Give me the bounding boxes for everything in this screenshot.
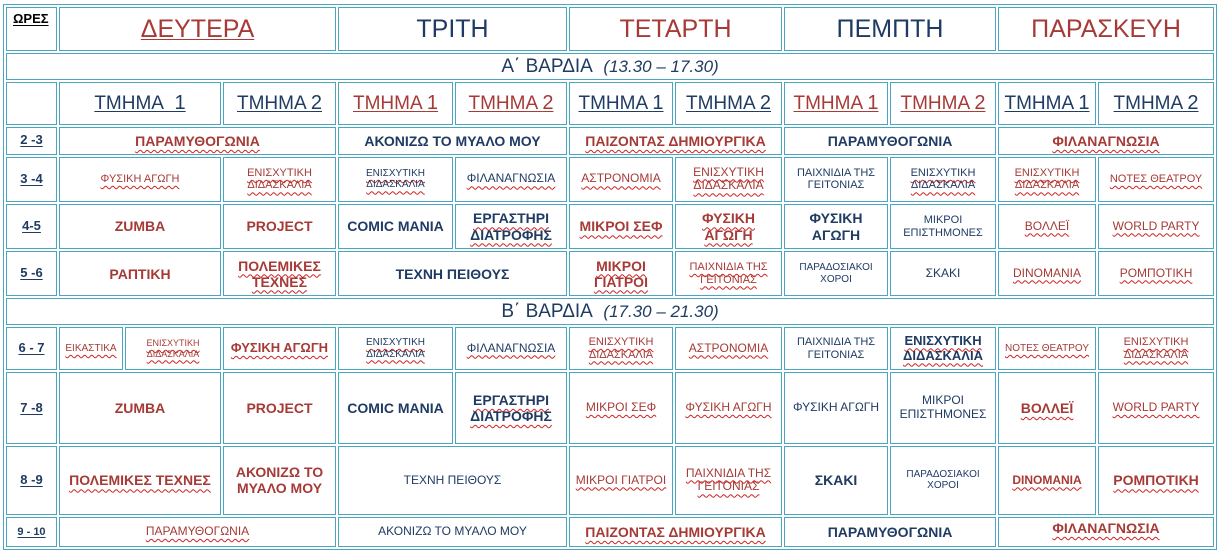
activity-cell (59, 372, 221, 444)
row-5-6 (6, 251, 1214, 296)
activity-label: ΕΝΙΣΧΥΤΙΚΗ ΔΙΔΑΣΚΑΛΙΑ (588, 335, 654, 361)
group-number: 2 (310, 91, 322, 114)
activity-cell (569, 251, 673, 296)
activity-label: PROJECT (246, 400, 313, 416)
group-number: 1 (1078, 91, 1090, 114)
activity-cell (455, 204, 567, 249)
activity-cell (223, 204, 336, 249)
activity-label: ΜΙΚΡΟΙ ΓΙΑΤΡΟΙ (594, 257, 648, 290)
time-cell: 8 -9 (6, 446, 57, 515)
activity-label: ZUMBA (114, 218, 166, 235)
activity-cell (455, 327, 567, 370)
activity-label: ΝΟΤΕΣ ΘΕΑΤΡΟΥ (1005, 342, 1090, 354)
time-cell: 7 -8 (6, 372, 57, 444)
group-wed-1 (569, 82, 673, 125)
activity-cell (1098, 372, 1214, 444)
activity-cell (223, 372, 336, 444)
hours-header (6, 7, 57, 51)
group-number: 1 (174, 91, 186, 114)
activity-cell (569, 372, 673, 444)
activity-cell (784, 446, 888, 515)
activity-label: DINOMANIA (1013, 265, 1082, 280)
activity-cell (569, 204, 673, 249)
group-word: ΤΜΗΜΑ (900, 92, 970, 114)
header-row (6, 7, 1214, 51)
activity-cell (338, 157, 453, 202)
activity-label: ΝΟΤΕΣ ΘΕΑΤΡΟΥ (1109, 173, 1203, 186)
activity-label: WORLD PARTY (1112, 218, 1200, 233)
activity-cell (675, 446, 782, 515)
activity-label: ΠΑΡΑΜΥΘΟΓΩΝΙΑ (827, 132, 953, 149)
day-label: ΠΑΡΑΣΚΕΥΗ (1031, 14, 1181, 43)
time-cell: 3 -4 (6, 157, 57, 202)
activity-label: ΠΑΙΧΝΙΔΙΑ ΤΗΣ ΓΕΙΤΟΝΙΑΣ (685, 465, 772, 494)
activity-cell (223, 327, 336, 370)
time-cell: 2 -3 (6, 127, 57, 155)
activity-cell (59, 127, 336, 155)
activity-label: ΑΣΤΡΟΝΟΜΙΑ (688, 340, 769, 355)
activity-cell (890, 372, 996, 444)
group-word: ΤΜΗΜΑ (1113, 92, 1183, 114)
activity-label: ΠΑΡΑΜΥΘΟΓΩΝΙΑ (145, 524, 250, 538)
activity-label: ΦΙΛΑΝΑΓΝΩΣΙΑ (466, 171, 556, 186)
activity-label: ΠΑΡΑΔΟΣΙΑΚΟΙ ΧΟΡΟΙ (799, 262, 873, 285)
row-3-4 (6, 157, 1214, 202)
activity-cell (998, 204, 1096, 249)
activity-label: ΕΝΙΣΧΥΤΙΚΗ ΔΙΔΑΣΚΑΛΙΑ (1123, 335, 1189, 361)
activity-label: DINOMANIA (1012, 472, 1082, 487)
activity-cell (223, 446, 336, 515)
activity-cell (998, 517, 1214, 547)
activity-cell (569, 446, 673, 515)
row-9-10 (6, 517, 1214, 547)
group-number: 2 (1187, 91, 1199, 114)
activity-cell (998, 127, 1214, 155)
activity-cell (998, 327, 1096, 370)
day-label: ΠΕΜΠΤΗ (836, 14, 944, 43)
day-label: ΤΕΤΑΡΤΗ (619, 14, 732, 43)
group-number: 1 (867, 91, 879, 114)
row-8-9 (6, 446, 1214, 515)
group-thu-1 (784, 82, 888, 125)
empty-cell (6, 82, 57, 125)
activity-label: ΕΝΙΣΧΥΤΙΚΗ ΔΙΔΑΣΚΑΛΙΑ (693, 164, 764, 193)
day-header-monday (59, 7, 336, 51)
activity-cell (784, 517, 996, 547)
time-cell: 4-5 (6, 204, 57, 249)
activity-label: ΑΣΤΡΟΝΟΜΙΑ (581, 171, 661, 186)
group-number: 2 (974, 91, 986, 114)
activity-cell (569, 127, 782, 155)
activity-label: ΕΙΚΑΣΤΙΚΑ (65, 342, 117, 354)
activity-cell (784, 157, 888, 202)
group-fri-2 (1098, 82, 1214, 125)
day-header-thursday (784, 7, 996, 51)
activity-cell (338, 517, 567, 547)
activity-label: ΠΟΛΕΜΙΚΕΣ ΤΕΧΝΕΣ (69, 472, 211, 489)
activity-label: ΣΚΑΚΙ (925, 265, 961, 280)
day-label: ΤΡΙΤΗ (416, 14, 489, 43)
activity-cell (1098, 446, 1214, 515)
day-header-tuesday (338, 7, 567, 51)
activity-cell (569, 157, 673, 202)
activity-label: ΦΥΣΙΚΗ ΑΓΩΓΗ (809, 210, 863, 243)
activity-label: ΤΕΧΝΗ ΠΕΙΘΟΥΣ (403, 472, 502, 487)
groups-row (6, 82, 1214, 125)
activity-label: ΜΙΚΡΟΙ ΕΠΙΣΤΗΜΟΝΕΣ (903, 213, 983, 239)
activity-cell (59, 327, 123, 370)
activity-cell (998, 372, 1096, 444)
activity-label: ΦΥΣΙΚΗ ΑΓΩΓΗ (100, 173, 180, 186)
activity-label: ΕΝΙΣΧΥΤΙΚΗ ΔΙΔΑΣΚΑΛΙΑ (366, 167, 425, 191)
activity-label: ΒΟΛΛΕΪ (1020, 400, 1074, 416)
activity-cell (569, 327, 673, 370)
time-cell: 9 - 10 (6, 517, 57, 547)
activity-cell (998, 251, 1096, 296)
shift-time: (13.30 – 17.30) (603, 56, 719, 76)
group-word: ΤΜΗΜΑ (793, 92, 863, 114)
activity-label: ΠΑΙΖΟΝΤΑΣ ΔΗΜΙΟΥΡΓΙΚΑ (585, 132, 766, 149)
activity-label: ΕΝΙΣΧΥΤΙΚΗ ΔΙΔΑΣΚΑΛΙΑ (146, 338, 200, 359)
activity-cell (338, 327, 453, 370)
activity-label: PROJECT (246, 218, 313, 235)
activity-label: ΑΚΟΝΙΖΩ ΤΟ ΜΥΑΛΟ ΜΟΥ (235, 464, 324, 497)
activity-cell (998, 157, 1096, 202)
time-cell: 5 -6 (6, 251, 57, 296)
activity-label: ΠΑΙΧΝΙΔΙΑ ΤΗΣ ΓΕΙΤΟΝΙΑΣ (689, 261, 768, 286)
activity-cell (338, 372, 453, 444)
activity-cell (338, 204, 453, 249)
activity-label: ΕΝΙΣΧΥΤΙΚΗ ΔΙΔΑΣΚΑΛΙΑ (247, 166, 312, 192)
activity-cell (223, 251, 336, 296)
activity-label: ΜΙΚΡΟΙ ΣΕΦ (579, 218, 663, 235)
group-word: ΤΜΗΜΑ (468, 92, 538, 114)
row-2-3 (6, 127, 1214, 155)
activity-cell (784, 204, 888, 249)
activity-cell (784, 372, 888, 444)
row-6-7 (6, 327, 1214, 370)
activity-cell (675, 251, 782, 296)
group-tue-2 (455, 82, 567, 125)
activity-cell (675, 204, 782, 249)
activity-label: ΕΡΓΑΣΤΗΡΙ ΔΙΑΤΡΟΦΗΣ (470, 210, 552, 243)
activity-label: COMIC ΜΑΝΙΑ (347, 218, 444, 235)
group-word: ΤΜΗΜΑ (1004, 92, 1074, 114)
shift-a-row (6, 53, 1214, 80)
shift-a-header (6, 53, 1214, 80)
activity-cell (338, 251, 567, 296)
shift-label: Α΄ ΒΑΡΔΙΑ (501, 55, 593, 77)
shift-time: (17.30 – 21.30) (603, 301, 719, 321)
group-fri-1 (998, 82, 1096, 125)
row-7-8 (6, 372, 1214, 444)
group-thu-2 (890, 82, 996, 125)
activity-label: ΠΑΡΑΔΟΣΙΑΚΟΙ ΧΟΡΟΙ (906, 468, 980, 492)
activity-label: ΠΑΙΧΝΙΔΙΑ ΤΗΣ ΓΕΙΤΟΝΙΑΣ (796, 335, 876, 361)
group-word: ΤΜΗΜΑ (352, 92, 422, 114)
group-number: 1 (426, 91, 438, 114)
activity-cell (338, 446, 567, 515)
activity-cell (125, 327, 221, 370)
activity-cell (59, 251, 221, 296)
activity-cell (675, 327, 782, 370)
activity-label: ΑΚΟΝΙΖΩ ΤΟ ΜΥΑΛΟ ΜΟΥ (378, 524, 527, 538)
activity-cell (784, 127, 996, 155)
activity-cell (1098, 204, 1214, 249)
activity-cell (223, 157, 336, 202)
activity-label: ΦΙΛΑΝΑΓΝΩΣΙΑ (1052, 519, 1160, 536)
activity-cell (890, 204, 996, 249)
group-word: ΤΜΗΜΑ (578, 92, 648, 114)
activity-cell (675, 157, 782, 202)
activity-label: ΡΑΠΤΙΚΗ (109, 265, 171, 282)
activity-label: ΠΑΙΖΟΝΤΑΣ ΔΗΜΙΟΥΡΓΙΚΑ (585, 523, 766, 540)
activity-cell (784, 327, 888, 370)
activity-label: ΦΥΣΙΚΗ ΑΓΩΓΗ (685, 400, 772, 415)
group-mon-1 (59, 82, 221, 125)
activity-cell (59, 517, 336, 547)
activity-label: ΜΙΚΡΟΙ ΕΠΙΣΤΗΜΟΝΕΣ (899, 393, 987, 422)
activity-label: ΦΥΣΙΚΗ ΑΓΩΓΗ (702, 210, 755, 243)
day-header-friday (998, 7, 1214, 51)
activity-label: ΦΙΛΑΝΑΓΝΩΣΙΑ (1052, 132, 1160, 149)
activity-label: ΕΝΙΣΧΥΤΙΚΗ ΔΙΔΑΣΚΑΛΙΑ (366, 337, 425, 360)
activity-cell (59, 157, 221, 202)
group-number: 2 (759, 91, 772, 114)
shift-b-row (6, 298, 1214, 325)
group-mon-2 (223, 82, 336, 125)
activity-label: ΦΥΣΙΚΗ ΑΓΩΓΗ (792, 400, 880, 415)
activity-label: ΕΝΙΣΧΥΤΙΚΗ ΔΙΔΑΣΚΑΛΙΑ (903, 332, 983, 363)
activity-cell (890, 446, 996, 515)
group-word: ΤΜΗΜΑ (236, 92, 306, 114)
activity-label: ΜΙΚΡΟΙ ΓΙΑΤΡΟΙ (575, 472, 667, 487)
timetable (3, 4, 1217, 550)
group-word: ΤΜΗΜΑ (94, 92, 164, 114)
activity-label: ΒΟΛΛΕΪ (1024, 218, 1070, 233)
activity-label: WORLD PARTY (1112, 400, 1200, 415)
activity-label: ΤΕΧΝΗ ΠΕΙΘΟΥΣ (395, 265, 510, 282)
activity-cell (998, 446, 1096, 515)
activity-label: ΕΝΙΣΧΥΤΙΚΗ ΔΙΔΑΣΚΑΛΙΑ (910, 166, 976, 192)
activity-cell (1098, 327, 1214, 370)
activity-cell (59, 204, 221, 249)
activity-label: ΑΚΟΝΙΖΩ ΤΟ ΜΥΑΛΟ ΜΟΥ (364, 132, 541, 149)
day-label: ΔΕΥΤΕΡΑ (140, 14, 255, 43)
activity-label: ΡΟΜΠΟΤΙΚΗ (1113, 472, 1199, 489)
day-header-wednesday (569, 7, 782, 51)
activity-label: ΕΝΙΣΧΥΤΙΚΗ ΔΙΔΑΣΚΑΛΙΑ (1014, 166, 1080, 192)
activity-label: ΜΙΚΡΟΙ ΣΕΦ (585, 400, 657, 415)
group-word: ΤΜΗΜΑ (686, 92, 755, 114)
activity-label: ΣΚΑΚΙ (814, 472, 858, 489)
row-4-5 (6, 204, 1214, 249)
activity-label: ΠΑΡΑΜΥΘΟΓΩΝΙΑ (827, 523, 953, 540)
activity-cell (59, 446, 221, 515)
activity-label: ZUMBA (114, 400, 166, 416)
activity-cell (784, 251, 888, 296)
activity-cell (1098, 251, 1214, 296)
group-number: 2 (542, 91, 554, 114)
activity-cell (1098, 157, 1214, 202)
group-tue-1 (338, 82, 453, 125)
activity-cell (890, 327, 996, 370)
activity-label: ΠΑΡΑΜΥΘΟΓΩΝΙΑ (135, 132, 260, 149)
activity-label: ΠΟΛΕΜΙΚΕΣ ΤΕΧΝΕΣ (238, 257, 321, 290)
time-cell: 6 - 7 (6, 327, 57, 370)
activity-cell (675, 372, 782, 444)
activity-cell (890, 157, 996, 202)
activity-cell (455, 372, 567, 444)
shift-label: Β΄ ΒΑΡΔΙΑ (501, 300, 593, 322)
activity-label: ΦΥΣΙΚΗ ΑΓΩΓΗ (230, 340, 329, 356)
group-number: 1 (652, 91, 664, 114)
hours-label: ΩΡΕΣ (13, 11, 49, 26)
activity-label: ΦΙΛΑΝΑΓΝΩΣΙΑ (466, 340, 556, 355)
activity-label: ΕΡΓΑΣΤΗΡΙ ΔΙΑΤΡΟΦΗΣ (470, 391, 552, 425)
activity-label: COMIC ΜΑΝΙΑ (347, 400, 444, 416)
activity-cell (455, 157, 567, 202)
shift-b-header (6, 298, 1214, 325)
activity-cell (338, 127, 567, 155)
activity-cell (890, 251, 996, 296)
activity-cell (569, 517, 782, 547)
activity-label: ΠΑΙΧΝΙΔΙΑ ΤΗΣ ΓΕΙΤΟΝΙΑΣ (796, 166, 876, 192)
group-wed-2 (675, 82, 782, 125)
activity-label: ΡΟΜΠΟΤΙΚΗ (1119, 265, 1193, 280)
